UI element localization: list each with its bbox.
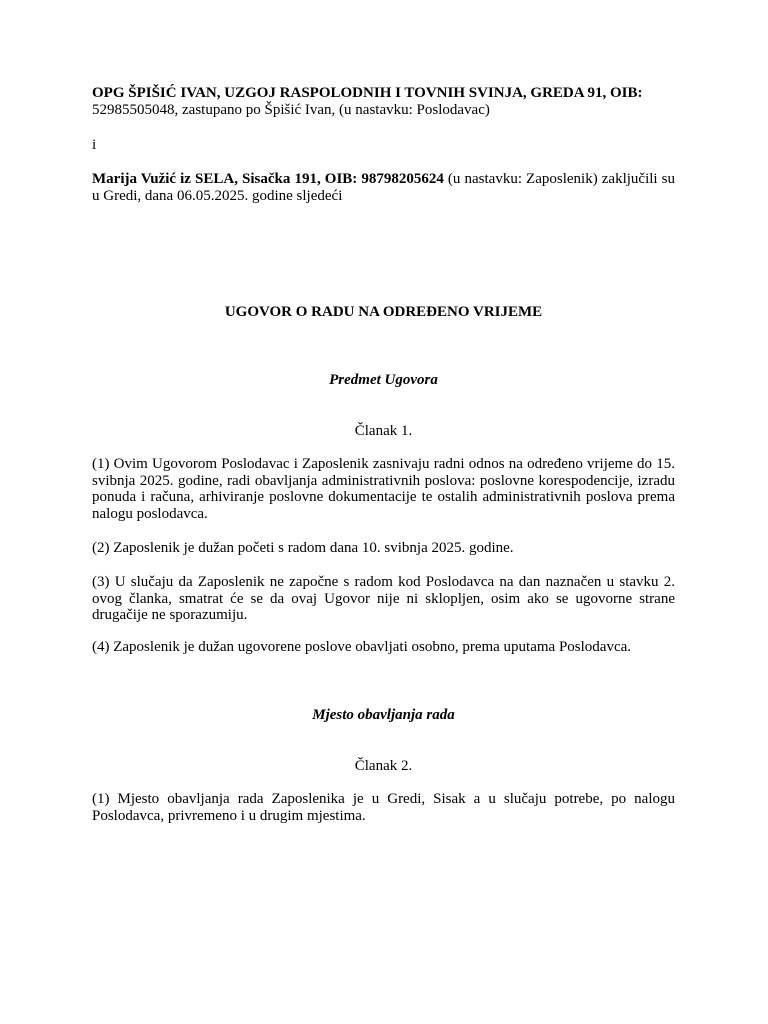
employee-details: (u nastavku: Zaposlenik) zaključili su u Gredi, dana 06.05.2025. godine sljedeći	[92, 171, 675, 204]
employee-party	[92, 171, 675, 204]
employer-party	[92, 85, 675, 118]
contract-title: UGOVOR O RADU NA ODREĐENO VRIJEME	[224, 304, 543, 320]
paragraph: (3) U slučaju da Zaposlenik ne započne s radom kod Poslodavca na dan naznačen u stavku 2. ovog članka, smatrat će se da ovaj Ugovor nije ni sklopljen, osim ako se ugovorne strane drugačije ne sporazumiju.	[92, 574, 675, 623]
conjunction: i	[92, 137, 97, 153]
employer-name: OPG ŠPIŠIĆ IVAN, UZGOJ RASPOLODNIH I TOVNIH SVINJA, GREDA 91, OIB:	[92, 85, 643, 101]
paragraph: (4) Zaposlenik je dužan ugovorene poslove obavljati osobno, prema uputama Poslodavca.	[92, 639, 632, 655]
employee-name: Marija Vužić iz SELA, Sisačka 191, OIB: 98798205624	[92, 171, 444, 187]
paragraph: (1) Ovim Ugovorom Poslodavac i Zaposlenik zasnivaju radni odnos na određeno vrijeme do 15. svibnja 2025. godine, radi obavljanja administrativnih poslova: poslovne korespodencije, izradu ponuda i računa, arhiviranje poslovne dokumentacije te ostalih administrativnih poslova prema nalogu poslodavca.	[92, 456, 675, 522]
section-heading: Mjesto obavljanja rada	[312, 707, 455, 723]
article-number: Članak 2.	[354, 758, 413, 774]
section-heading: Predmet Ugovora	[329, 372, 438, 388]
paragraph: (2) Zaposlenik je dužan početi s radom dana 10. svibnja 2025. godine.	[92, 540, 514, 556]
article-number: Članak 1.	[354, 423, 413, 439]
paragraph: (1) Mjesto obavljanja rada Zaposlenika je u Gredi, Sisak a u slučaju potrebe, po nalogu Poslodavca, privremeno i u drugim mjestima.	[92, 791, 675, 824]
employer-details: 52985505048, zastupano po Špišić Ivan, (u nastavku: Poslodavac)	[92, 101, 490, 118]
